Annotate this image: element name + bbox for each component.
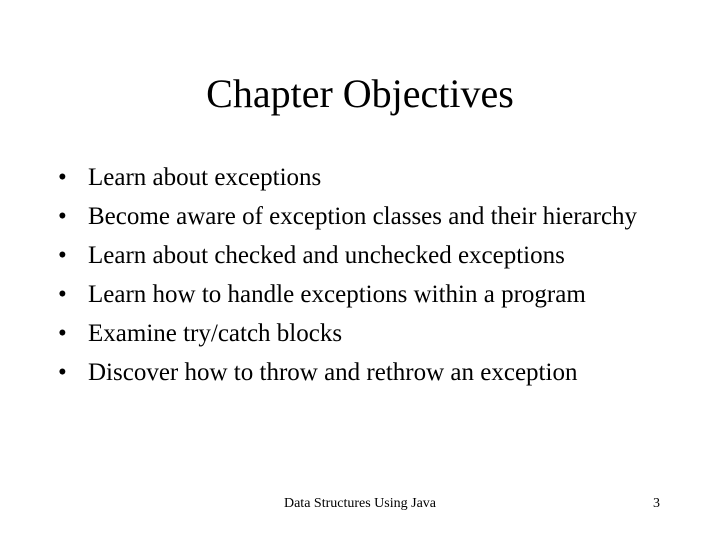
list-item-text: Learn how to handle exceptions within a program (88, 281, 586, 308)
list-item-text: Examine try/catch blocks (88, 320, 343, 347)
list-item (56, 279, 696, 311)
list-item (56, 240, 696, 272)
list-item (56, 201, 696, 233)
bullet-icon: • (58, 359, 67, 386)
list-item (56, 357, 696, 389)
page-number: 3 (653, 496, 660, 511)
bullet-icon: • (58, 242, 67, 269)
list-item-text: Discover how to throw and rethrow an exception (88, 359, 578, 386)
list-item-text: Become aware of exception classes and their hierarchy (88, 203, 638, 230)
slide-footer: Data Structures Using Java (283, 496, 437, 511)
list-item (56, 318, 696, 350)
bullet-icon: • (58, 203, 67, 230)
slide-title: Chapter Objectives (206, 71, 514, 116)
bullet-icon: • (58, 164, 67, 191)
list-item (56, 162, 696, 194)
bullet-icon: • (58, 320, 67, 347)
objectives-list (56, 162, 696, 396)
list-item-text: Learn about exceptions (88, 164, 322, 191)
list-item-text: Learn about checked and unchecked exceptions (88, 242, 565, 269)
bullet-icon: • (58, 281, 67, 308)
